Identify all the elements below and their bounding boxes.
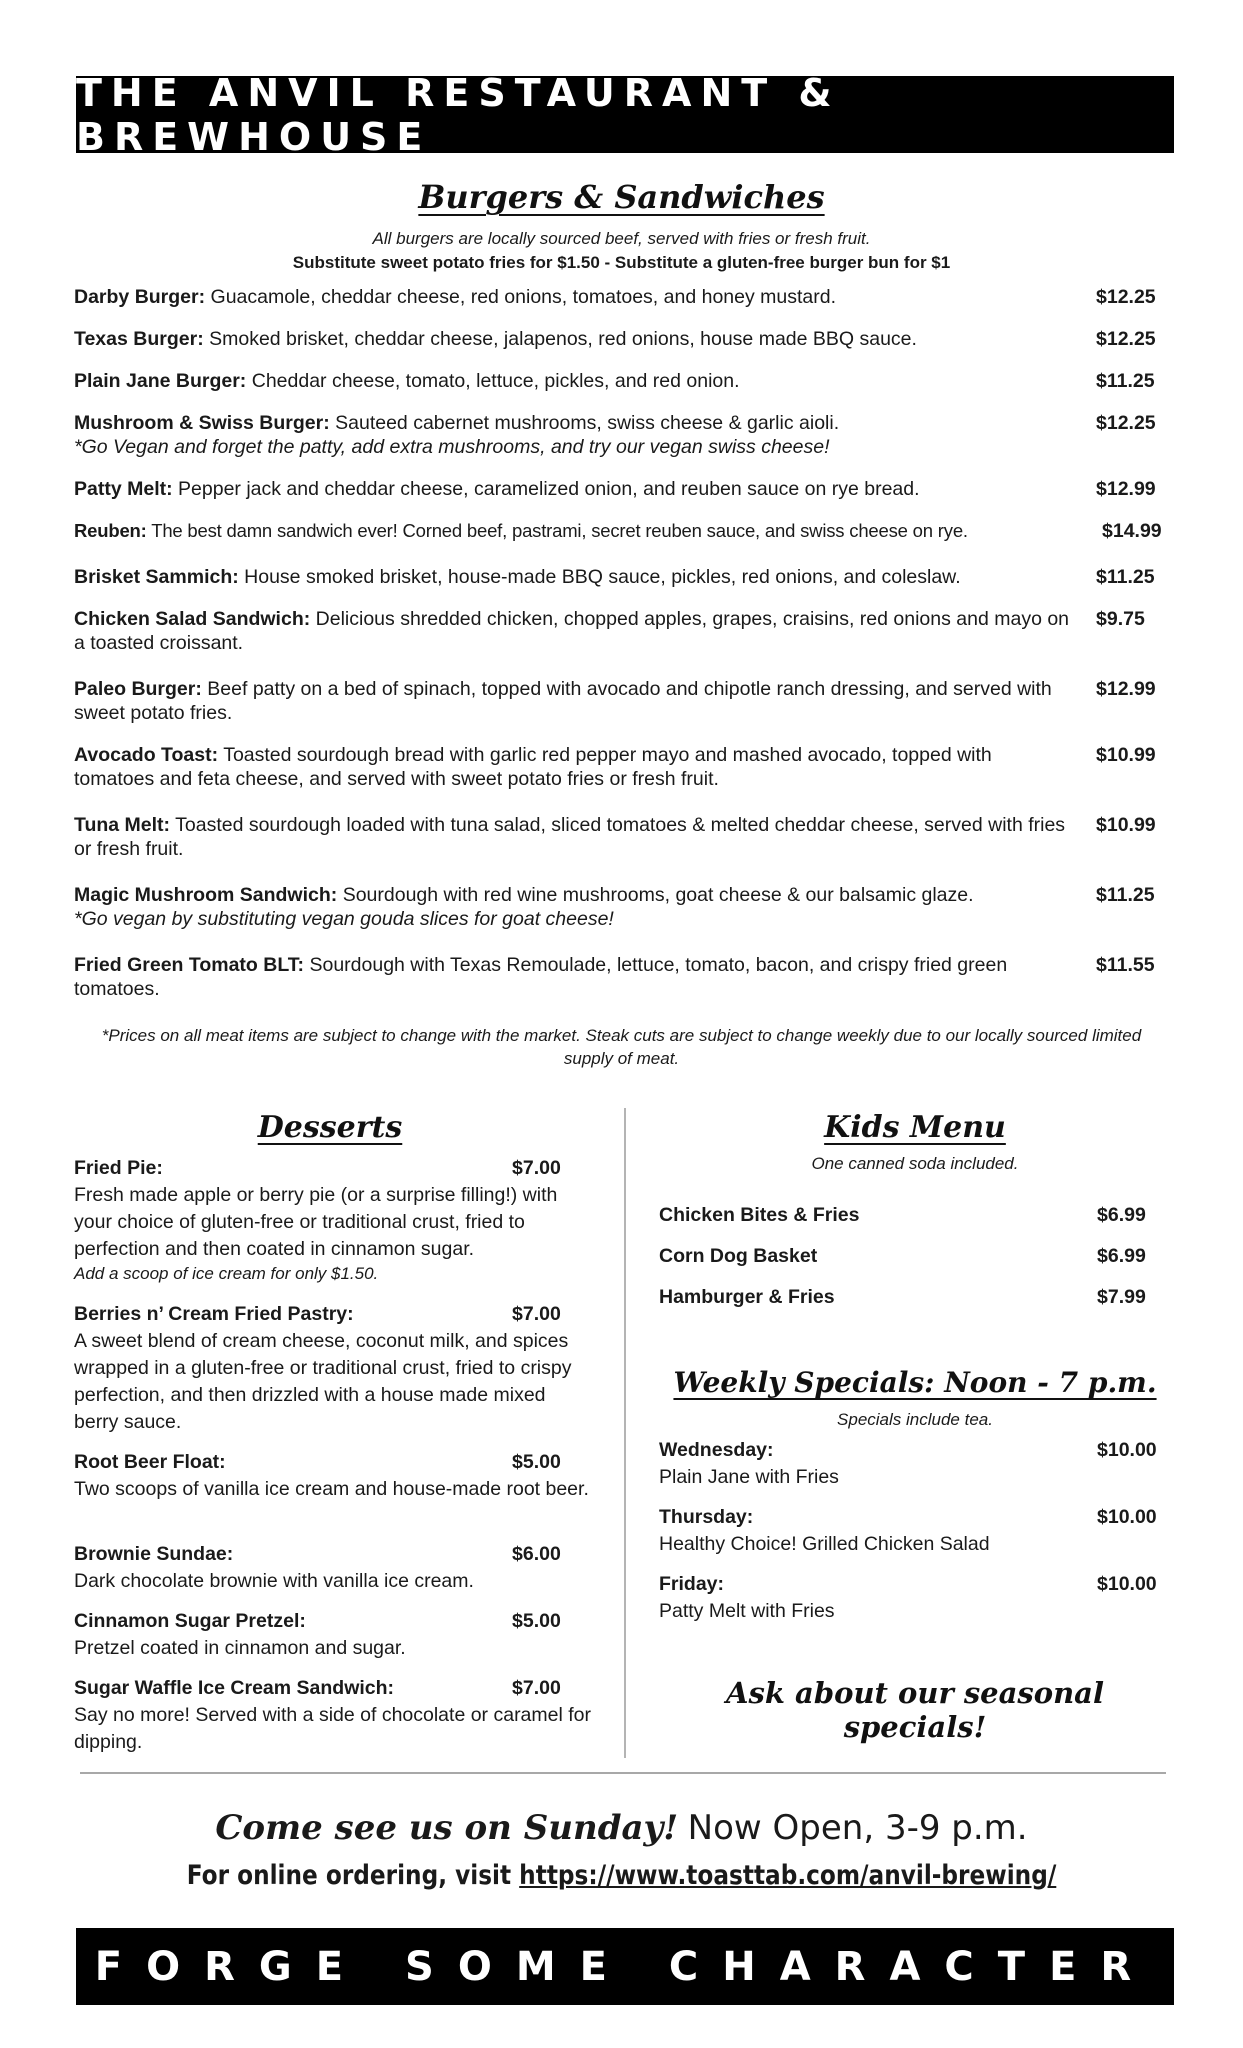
item-name: Fried Green Tomato BLT: [74,954,305,976]
burger-item [74,285,1184,309]
item-price: $10.99 [1096,814,1156,836]
meat-price-footnote: *Prices on all meat items are subject to change with the market. Steak cuts are subject to change weekly due to our locally sourced limited supply of meat. [101,1026,1142,1068]
item-price: $12.25 [1096,286,1156,308]
special-day: Wednesday: [659,1439,774,1461]
online-ordering [87,1860,1156,1891]
dessert-description: Two scoops of vanilla ice cream and house-made root beer. [74,1478,589,1500]
item-name: Darby Burger: [74,286,206,308]
item-price: $10.99 [1096,744,1156,766]
dessert-name: Cinnamon Sugar Pretzel: [74,1610,306,1632]
item-description: Smoked brisket, cheddar cheese, jalapenos, red onions, house made BBQ sauce. [209,328,917,350]
dessert-description: A sweet blend of cream cheese, coconut milk, and spices wrapped in a gluten-free or traditional crust, fried to crispy perfection, and then drizzled with a house made mixed berry sauce. [74,1330,572,1433]
item-name: Mushroom & Swiss Burger: [74,412,330,434]
burger-item [74,565,1184,589]
burgers-heading [0,178,1243,216]
kids-item-price: $6.99 [1097,1245,1146,1267]
weekly-specials-heading [655,1366,1175,1399]
dessert-price: $7.00 [512,1157,561,1179]
special-description: Plain Jane with Fries [659,1466,839,1488]
dessert-name: Fried Pie: [74,1157,163,1179]
sunday-announcement [0,1808,1243,1848]
item-vegan-note: *Go Vegan and forget the patty, add extra mushrooms, and try our vegan swiss cheese! [74,436,830,458]
dessert-description: Say no more! Served with a side of chocolate or caramel for dipping. [74,1704,591,1753]
special-day: Friday: [659,1573,725,1595]
dessert-price: $6.00 [512,1543,561,1565]
item-description: Sourdough with Texas Remoulade, lettuce, tomato, bacon, and crispy fried green tomatoes. [74,954,1008,1000]
dessert-note: Add a scoop of ice cream for only $1.50. [74,1264,379,1283]
desserts-heading-text: Desserts [257,1110,403,1145]
item-price: $12.99 [1096,678,1156,700]
item-price: $11.25 [1096,370,1155,392]
dessert-name: Sugar Waffle Ice Cream Sandwich: [74,1677,395,1699]
kids-menu-item [659,1245,1159,1268]
kids-menu-item [659,1204,1159,1227]
item-description: Beef patty on a bed of spinach, topped with avocado and chipotle ranch dressing, and served with sweet potato fries. [74,678,1052,724]
restaurant-title: THE ANVIL RESTAURANT & BREWHOUSE [76,70,841,159]
burgers-heading-text: Burgers & Sandwiches [418,178,825,216]
item-description: The best damn sandwich ever! Corned beef, pastrami, secret reuben sauce, and swiss cheese on rye. [151,520,968,541]
dessert-description: Fresh made apple or berry pie (or a surprise filling!) with your choice of gluten-free or traditional crust, fried to perfection and then coated in cinnamon sugar. [74,1184,558,1260]
dessert-item [74,1675,594,1756]
item-description: Sourdough with red wine mushrooms, goat cheese & our balsamic glaze. [342,884,974,906]
item-name: Paleo Burger: [74,678,202,700]
special-description: Healthy Choice! Grilled Chicken Salad [659,1533,990,1555]
burger-item [74,953,1184,1001]
kids-menu-heading [655,1110,1175,1145]
sunday-callout: Come see us on Sunday! [215,1808,679,1848]
item-description: Delicious shredded chicken, chopped apples, grapes, craisins, red onions and mayo on a toasted croissant. [74,608,1070,654]
item-name: Patty Melt: [74,478,173,500]
burger-item [74,883,1184,931]
burger-item [74,327,1184,351]
special-price: $10.00 [1097,1573,1157,1595]
dessert-item [74,1608,594,1662]
item-name: Texas Burger: [74,328,204,350]
dessert-item [74,1155,594,1285]
kids-item-name: Hamburger & Fries [659,1286,835,1308]
item-price: $11.25 [1096,884,1155,906]
tagline: FORGE SOME CHARACTER [94,1943,1156,1990]
kids-menu-note: One canned soda included. [811,1154,1019,1173]
weekly-specials-heading-text: Weekly Specials: Noon - 7 p.m. [673,1366,1157,1399]
burger-item [74,411,1184,459]
dessert-price: $7.00 [512,1303,561,1325]
kids-menu-heading-text: Kids Menu [824,1110,1006,1145]
dessert-name: Brownie Sundae: [74,1543,234,1565]
special-price: $10.00 [1097,1439,1157,1461]
burger-item [74,369,1184,393]
item-price: $11.25 [1096,566,1155,588]
item-name: Magic Mushroom Sandwich: [74,884,338,906]
item-description: Sauteed cabernet mushrooms, swiss cheese & garlic aioli. [335,412,840,434]
item-description: Toasted sourdough loaded with tuna salad, sliced tomatoes & melted cheddar cheese, served with fries or fresh fruit. [74,814,1066,860]
seasonal-specials-callout: Ask about our seasonal specials! [726,1676,1104,1744]
item-vegan-note: *Go vegan by substituting vegan gouda slices for goat cheese! [74,908,614,930]
item-price: $12.99 [1096,478,1156,500]
dessert-item [74,1449,594,1503]
item-price: $11.55 [1096,954,1155,976]
sunday-hours: Now Open, 3-9 p.m. [687,1808,1028,1848]
burger-item [74,677,1184,725]
burger-item [74,743,1184,791]
burger-item [74,519,1184,543]
special-day: Thursday: [659,1506,754,1528]
desserts-heading [70,1110,590,1145]
special-description: Patty Melt with Fries [659,1600,835,1622]
dessert-item [74,1301,594,1436]
special-price: $10.00 [1097,1506,1157,1528]
dessert-name: Root Beer Float: [74,1451,226,1473]
restaurant-title-banner [76,70,1174,159]
kids-item-price: $7.99 [1097,1286,1146,1308]
item-description: Cheddar cheese, tomato, lettuce, pickles, and red onion. [251,370,740,392]
item-price: $12.25 [1096,328,1156,350]
item-name: Brisket Sammich: [74,566,239,588]
burger-item [74,477,1184,501]
dessert-item [74,1541,594,1595]
footer-divider [80,1772,1166,1774]
burger-item [74,813,1184,861]
item-price: $9.75 [1096,608,1145,630]
item-description: Toasted sourdough bread with garlic red pepper mayo and mashed avocado, topped with tomatoes and feta cheese, and served with sweet potato fries or fresh fruit. [74,744,992,790]
item-name: Reuben: [74,520,147,541]
weekly-special [659,1437,1159,1491]
tagline-banner [76,1928,1174,2005]
kids-item-name: Chicken Bites & Fries [659,1204,860,1226]
weekly-special [659,1571,1159,1625]
item-description: Guacamole, cheddar cheese, red onions, tomatoes, and honey mustard. [210,286,837,308]
kids-menu-item [659,1286,1159,1309]
kids-item-price: $6.99 [1097,1204,1146,1226]
weekly-specials-note: Specials include tea. [837,1410,993,1429]
dessert-description: Dark chocolate brownie with vanilla ice cream. [74,1570,474,1592]
item-price: $12.25 [1096,412,1156,434]
burgers-note: All burgers are locally sourced beef, served with fries or fresh fruit. [372,229,871,248]
item-name: Plain Jane Burger: [74,370,247,392]
dessert-price: $5.00 [512,1451,561,1473]
dessert-price: $7.00 [512,1677,561,1699]
dessert-price: $5.00 [512,1610,561,1632]
dessert-name: Berries n’ Cream Fried Pastry: [74,1303,354,1325]
kids-item-name: Corn Dog Basket [659,1245,818,1267]
burgers-substitute-note: Substitute sweet potato fries for $1.50 - Substitute a gluten-free burger bun for $1 [292,253,951,272]
column-divider [624,1108,626,1758]
item-name: Tuna Melt: [74,814,171,836]
online-ordering-link[interactable]: https://www.toasttab.com/anvil-brewing/ [519,1860,1057,1891]
item-name: Chicken Salad Sandwich: [74,608,311,630]
item-name: Avocado Toast: [74,744,219,766]
weekly-special [659,1504,1159,1558]
online-ordering-label: For online ordering, visit [186,1860,512,1891]
dessert-description: Pretzel coated in cinnamon and sugar. [74,1637,406,1659]
item-description: Pepper jack and cheddar cheese, caramelized onion, and reuben sauce on rye bread. [178,478,920,500]
item-description: House smoked brisket, house-made BBQ sauce, pickles, red onions, and coleslaw. [244,566,961,588]
burger-item [74,607,1184,655]
item-price: $14.99 [1098,519,1162,543]
